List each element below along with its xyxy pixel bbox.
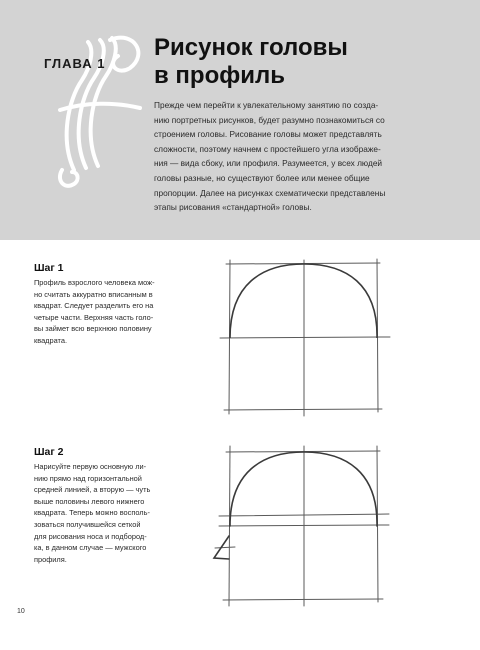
guide-line — [215, 547, 235, 548]
step-line: ка, в данном случае — мужского — [34, 543, 147, 553]
calligraphy-ornament — [40, 20, 150, 195]
step-line: квадрата. — [34, 335, 68, 345]
step-2-title: Шаг 2 — [34, 446, 64, 458]
intro-line: этапы рисования «стандартной» головы. — [154, 202, 312, 213]
step-1-drawing — [212, 254, 412, 424]
step-line: четыре части. Верхняя часть голо- — [34, 312, 154, 322]
step-line: квадрата. Теперь можно восполь- — [34, 508, 150, 518]
grid-line — [223, 599, 383, 600]
intro-line: ния — вида сбоку, или профиля. Разумеется, у всех людей — [154, 158, 383, 169]
intro-line: Прежде чем перейти к увлекательному занятию по созда- — [154, 100, 379, 110]
step-line: но считать аккуратно вписанным в — [34, 289, 153, 299]
step-2-drawing — [205, 440, 410, 612]
step-1-title: Шаг 1 — [34, 262, 64, 274]
grid-line — [224, 409, 382, 410]
page-title — [154, 34, 454, 90]
grid-line — [219, 525, 389, 526]
title-line: Рисунок головы — [154, 34, 348, 61]
title-line: в профиль — [154, 62, 285, 89]
chapter-header — [0, 0, 480, 240]
intro-paragraph — [154, 98, 449, 215]
chapter-label: ГЛАВА 1 — [44, 56, 106, 71]
step-line: квадрат. Следует разделить его на — [34, 301, 154, 311]
step-line: средней линией, а вторую — чуть — [34, 485, 151, 495]
intro-line: головы разные, но существуют более или менее общие — [154, 172, 370, 183]
step-line: для рисования носа и подбород- — [34, 531, 147, 541]
step-line: профиля. — [34, 554, 67, 564]
step-line: Профиль взрослого человека мож- — [34, 278, 155, 287]
step-line: нию прямо над горизонтальной — [34, 473, 142, 483]
step-1-text — [34, 277, 192, 347]
step-line: Нарисуйте первую основную ли- — [34, 462, 147, 471]
step-line: зоваться получившейся сеткой — [34, 519, 141, 529]
page-number: 10 — [17, 608, 25, 615]
intro-line: сложности, поэтому начнем с простейшего угла изображе- — [154, 143, 381, 154]
step-2-text — [34, 461, 192, 565]
grid-line — [220, 337, 390, 338]
intro-line: пропорции. Далее на рисунках схематически представлены — [154, 187, 386, 198]
step-line: выше половины левого нижнего — [34, 496, 145, 506]
step-line: вы займет всю верхнюю половину — [34, 324, 152, 334]
intro-line: строением головы. Рисование головы может представлять — [154, 129, 382, 140]
intro-line: нию портретных рисунков, будет разумно познакомиться со — [154, 114, 385, 125]
